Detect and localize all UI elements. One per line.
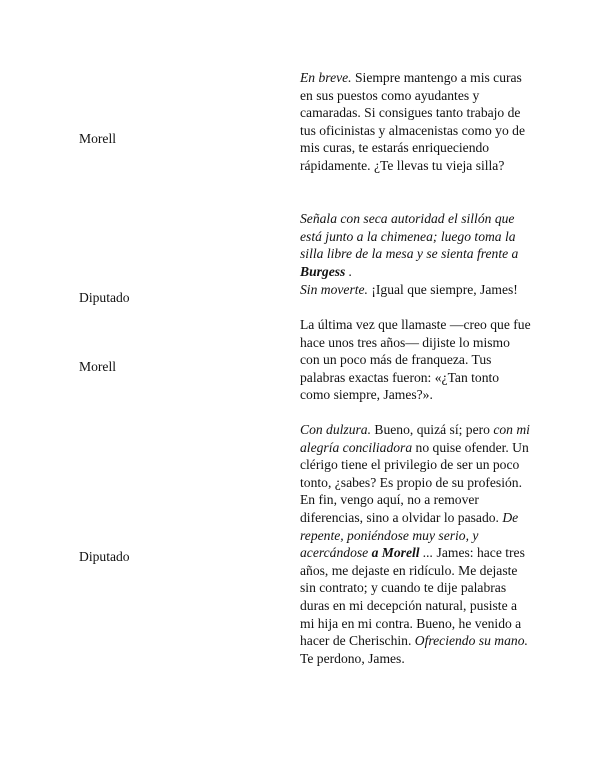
character-name: a Morell — [371, 545, 420, 561]
stage-direction: En breve. — [300, 70, 352, 85]
stage-direction: Con dulzura. — [300, 422, 372, 437]
dialogue-segment: Te perdono, James. — [300, 650, 405, 666]
character-name: Burgess — [300, 263, 346, 279]
dialogue-text — [300, 69, 532, 175]
stage-direction: Sin moverte. — [300, 282, 368, 297]
dialogue-text — [300, 316, 532, 404]
dialogue-segment: James: hace tres años, me dejaste en ridículo. Me dejaste sin contrato; y cuando te dije palabras duras en mi decepción natural, pusiste a mi hija en mi contra. Bueno, he venido a hacer de Cherischin. — [300, 545, 525, 649]
stage-direction: Señala con seca autoridad el sillón que está junto a la chimenea; luego toma la silla libre de la mesa y se sienta frente a — [300, 211, 519, 262]
dialogue-segment: Siempre mantengo a mis curas en sus puestos como ayudantes y camaradas. Si consigues tanto trabajo de tus oficinistas y almacenistas como yo de mis curas, te estarás enriqueciendo rápidamente. ¿Te llevas tu vieja silla? — [300, 70, 526, 173]
dialogue-text — [300, 421, 532, 667]
dialogue-segment: Bueno, quizá sí; pero — [371, 422, 494, 437]
stage-direction: ... — [419, 545, 434, 561]
stage-direction: . — [345, 263, 353, 279]
stage-direction: Ofreciendo su mano. — [414, 633, 528, 649]
dialogue-text — [300, 281, 532, 299]
stage-direction: De repente, poniéndose muy serio, y acercándose — [300, 509, 519, 561]
speaker-name: Diputado — [79, 549, 130, 564]
speaker-name: Diputado — [79, 290, 130, 305]
speaker-name: Morell — [79, 359, 116, 374]
dialogue-segment: no quise ofender. Un clérigo tiene el privilegio de ser un poco tonto, ¿sabes? Es propio de su profesión. En fin, vengo aquí, no a remover diferencias, sino a olvidar lo pasado. — [300, 439, 529, 525]
stage-direction: con mi alegría conciliadora — [300, 422, 530, 455]
stage-direction-block — [300, 210, 532, 280]
dialogue-segment: ¡Igual que siempre, James! — [367, 282, 518, 297]
speaker-name: Morell — [79, 131, 116, 146]
dialogue-segment: La última vez que llamaste —creo que fue hace unos tres años— dijiste lo mismo con un poco más de franqueza. Tus palabras exactas fueron: «¿Tan tonto como siempre, James?». — [300, 317, 531, 403]
